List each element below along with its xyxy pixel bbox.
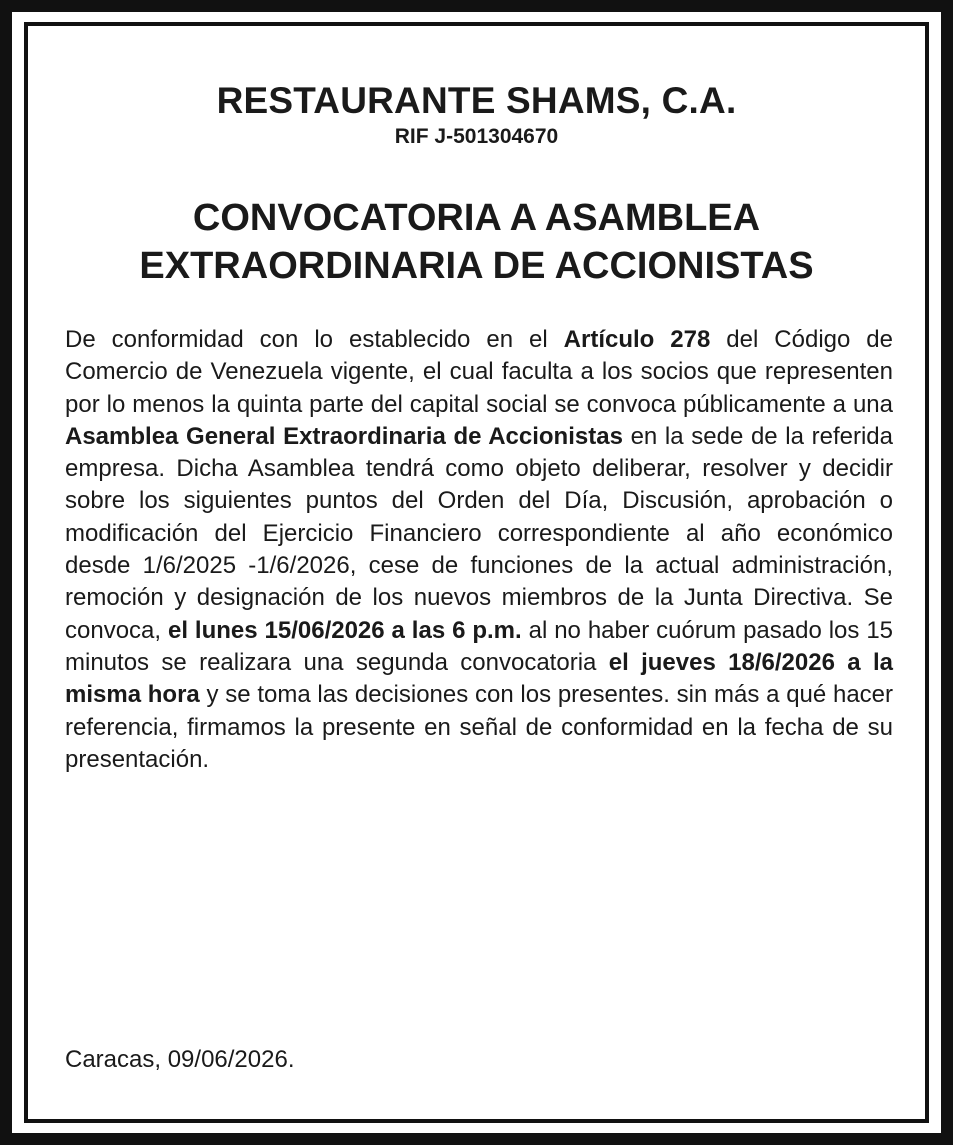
notice-title-line-2: EXTRAORDINARIA DE ACCIONISTAS — [139, 245, 814, 287]
body-text-segment: al no haber cuórum pasado los 15 minutos se realizara una segunda convocatoria — [65, 616, 894, 676]
body-bold-segment: Artículo 278 — [563, 326, 711, 353]
body-bold-segment: Asamblea General Extraordinaria de Accionistas — [65, 422, 623, 450]
body-bold-segment: el jueves 18/6/2026 a la misma hora — [65, 648, 893, 709]
body-text-segment: y se toma las decisiones con los presentes. sin más a qué hacer referencia, firmamos la presente en señal de conformidad en la fecha de su presentación. — [65, 681, 894, 773]
company-rif: RIF J-501304670 — [394, 125, 559, 148]
body-text-segment: en la sede de la referida empresa. Dicha Asamblea tendrá como objeto deliberar, resolver y decidir sobre los siguientes puntos del Orden del Día, Discusión, aprobación o modificación del Ejercicio Financiero correspondiente al año económico desde 1/6/2025 -1/6/2026, cese de funciones de la actual administración, remoción y designación de los nuevos miembros de la Junta Directiva. Se convoca, — [65, 422, 893, 644]
notice-title-line-1: CONVOCATORIA A ASAMBLEA — [192, 197, 761, 239]
body-bold-segment: el lunes 15/06/2026 a las 6 p.m. — [167, 616, 522, 644]
place-and-date: Caracas, 09/06/2026. — [65, 1046, 295, 1073]
company-name: RESTAURANTE SHAMS, C.A. — [216, 80, 737, 121]
notice-box — [24, 22, 929, 1123]
notice-title — [28, 194, 925, 290]
body-text-segment: De conformidad con lo establecido en el — [65, 326, 564, 353]
body-text-segment: del Código de Comercio de Venezuela vigente, el cual faculta a los socios que representen por lo menos la quinta parte del capital social se convoca públicamente a una — [65, 326, 894, 418]
notice-body — [65, 324, 893, 776]
